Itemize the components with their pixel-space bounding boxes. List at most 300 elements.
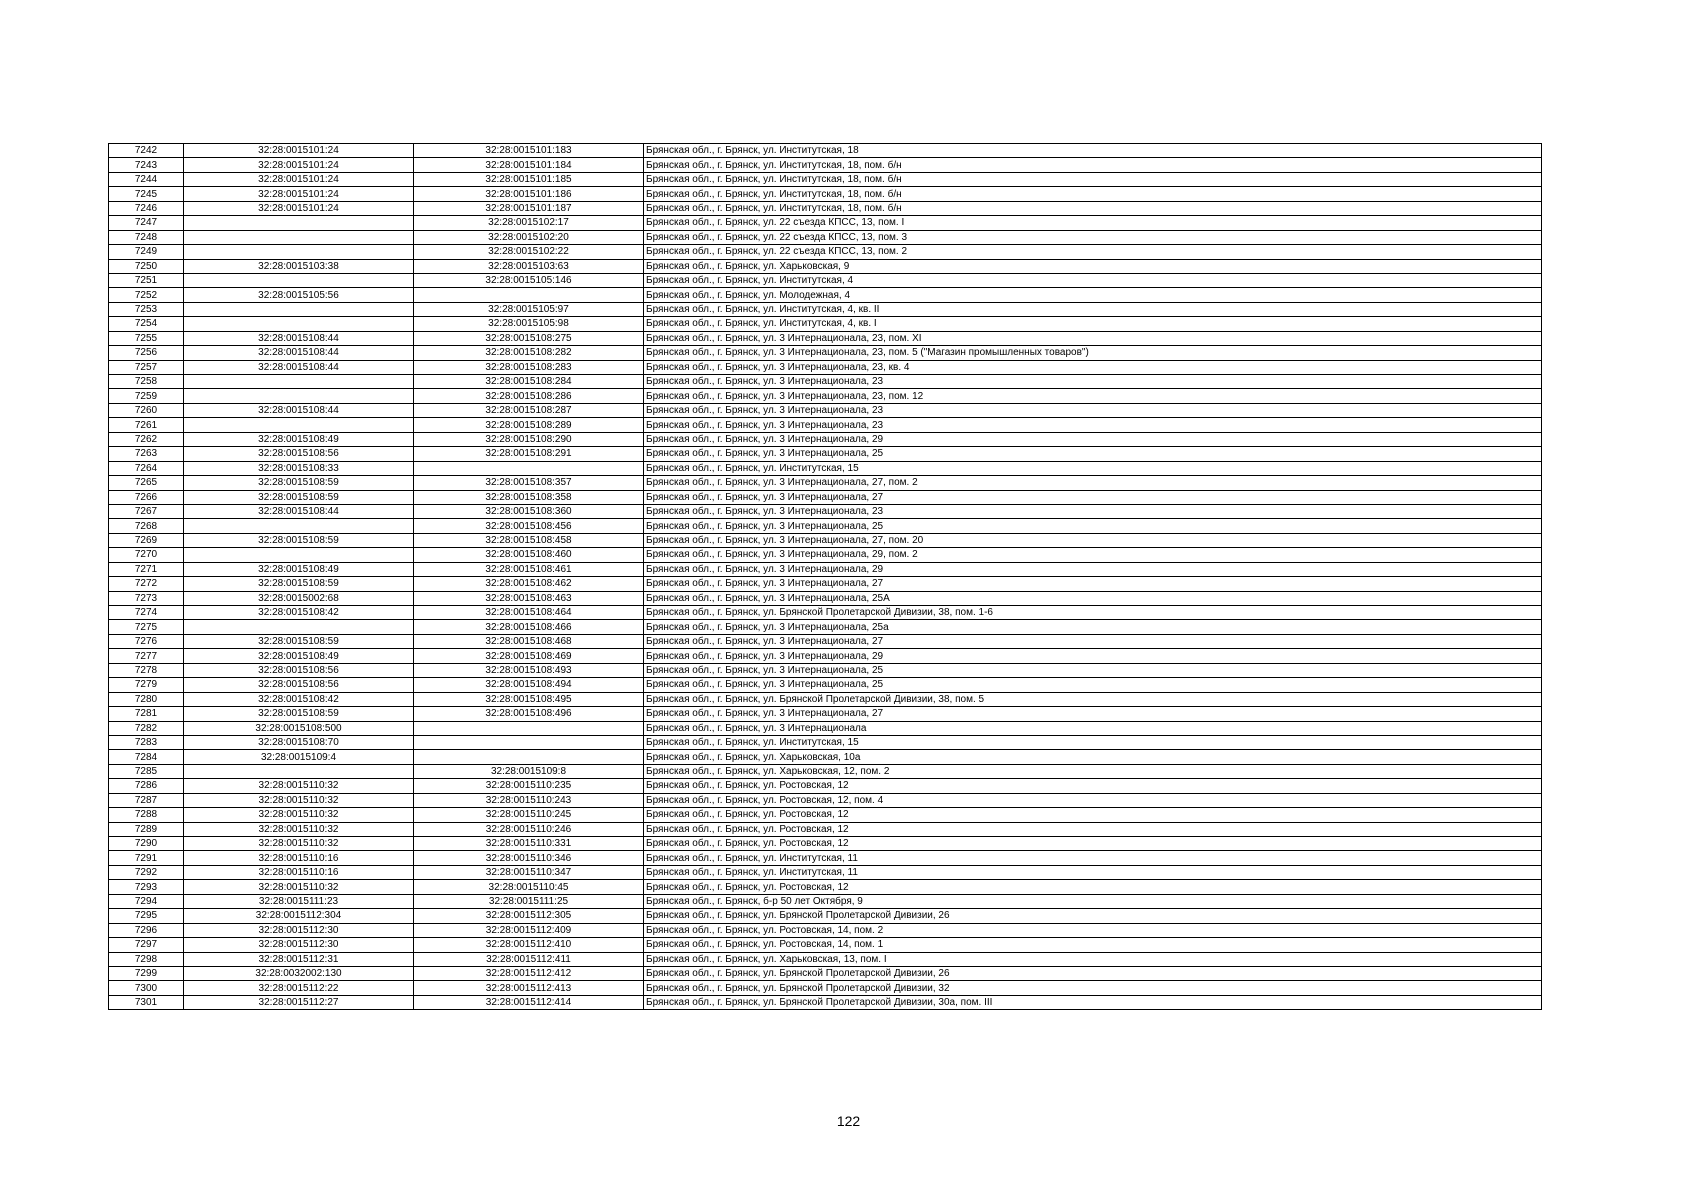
row-number-cell: 7286: [109, 779, 184, 793]
address-cell: Брянская обл., г. Брянск, ул. Институтская, 18: [644, 144, 1542, 158]
table-row: [109, 230, 1542, 244]
cadastral-number-cell: 32:28:0015101:186: [414, 187, 644, 201]
table-row: [109, 302, 1542, 316]
parent-cadastral-number-cell: 32:28:0015108:42: [184, 606, 414, 620]
row-number-cell: 7267: [109, 504, 184, 518]
parent-cadastral-number-cell: 32:28:0015108:59: [184, 577, 414, 591]
address-cell: Брянская обл., г. Брянск, ул. Брянской Пролетарской Дивизии, 32: [644, 981, 1542, 995]
cadastral-number-cell: 32:28:0015110:246: [414, 822, 644, 836]
row-number-cell: 7251: [109, 273, 184, 287]
row-number-cell: 7287: [109, 793, 184, 807]
parent-cadastral-number-cell: 32:28:0015112:304: [184, 909, 414, 923]
row-number-cell: 7274: [109, 606, 184, 620]
table-row: [109, 938, 1542, 952]
parent-cadastral-number-cell: 32:28:0015108:44: [184, 346, 414, 360]
address-cell: Брянская обл., г. Брянск, ул. 3 Интернационала, 23, пом. 5 ("Магазин промышленных товаров"): [644, 346, 1542, 360]
cadastral-number-cell: 32:28:0015112:411: [414, 952, 644, 966]
parent-cadastral-number-cell: 32:28:0015101:24: [184, 158, 414, 172]
row-number-cell: 7276: [109, 634, 184, 648]
parent-cadastral-number-cell: 32:28:0015108:56: [184, 678, 414, 692]
row-number-cell: 7290: [109, 837, 184, 851]
cadastral-number-cell: 32:28:0015109:8: [414, 764, 644, 778]
address-cell: Брянская обл., г. Брянск, ул. Ростовская, 14, пом. 1: [644, 938, 1542, 952]
parent-cadastral-number-cell: [184, 620, 414, 634]
parent-cadastral-number-cell: 32:28:0015112:30: [184, 938, 414, 952]
table-row: [109, 562, 1542, 576]
table-row: [109, 649, 1542, 663]
parent-cadastral-number-cell: 32:28:0015108:59: [184, 490, 414, 504]
row-number-cell: 7281: [109, 707, 184, 721]
table-row: [109, 750, 1542, 764]
row-number-cell: 7277: [109, 649, 184, 663]
parent-cadastral-number-cell: 32:28:0015110:32: [184, 837, 414, 851]
parent-cadastral-number-cell: 32:28:0015110:32: [184, 779, 414, 793]
cadastral-number-cell: [414, 288, 644, 302]
table-row: [109, 909, 1542, 923]
address-cell: Брянская обл., г. Брянск, ул. 3 Интернационала, 29: [644, 562, 1542, 576]
row-number-cell: 7282: [109, 721, 184, 735]
row-number-cell: 7292: [109, 865, 184, 879]
address-cell: Брянская обл., г. Брянск, ул. 3 Интернационала, 27: [644, 707, 1542, 721]
cadastral-number-cell: 32:28:0015108:456: [414, 519, 644, 533]
address-cell: Брянская обл., г. Брянск, ул. Институтская, 4: [644, 273, 1542, 287]
parent-cadastral-number-cell: 32:28:0015112:30: [184, 923, 414, 937]
table-row: [109, 201, 1542, 215]
table-row: [109, 606, 1542, 620]
table-row: [109, 461, 1542, 475]
table-row: [109, 779, 1542, 793]
cadastral-number-cell: 32:28:0015108:469: [414, 649, 644, 663]
cadastral-number-cell: 32:28:0015108:358: [414, 490, 644, 504]
table-row: [109, 591, 1542, 605]
row-number-cell: 7258: [109, 375, 184, 389]
table-row: [109, 288, 1542, 302]
address-cell: Брянская обл., г. Брянск, ул. Институтская, 18, пом. б/н: [644, 201, 1542, 215]
cadastral-number-cell: 32:28:0015108:289: [414, 418, 644, 432]
address-cell: Брянская обл., г. Брянск, ул. Ростовская, 12: [644, 837, 1542, 851]
row-number-cell: 7244: [109, 172, 184, 186]
table-row: [109, 273, 1542, 287]
cadastral-number-cell: 32:28:0015108:284: [414, 375, 644, 389]
table-row: [109, 966, 1542, 980]
parent-cadastral-number-cell: 32:28:0015111:23: [184, 894, 414, 908]
table-row: [109, 172, 1542, 186]
registry-table-body: [109, 144, 1542, 1010]
row-number-cell: 7250: [109, 259, 184, 273]
cadastral-number-cell: 32:28:0015108:460: [414, 548, 644, 562]
row-number-cell: 7270: [109, 548, 184, 562]
table-row: [109, 490, 1542, 504]
address-cell: Брянская обл., г. Брянск, ул. 3 Интернационала, 25: [644, 663, 1542, 677]
cadastral-number-cell: 32:28:0015108:461: [414, 562, 644, 576]
row-number-cell: 7289: [109, 822, 184, 836]
address-cell: Брянская обл., г. Брянск, ул. Институтская, 11: [644, 851, 1542, 865]
cadastral-number-cell: 32:28:0015110:347: [414, 865, 644, 879]
address-cell: Брянская обл., г. Брянск, ул. Харьковская, 13, пом. I: [644, 952, 1542, 966]
parent-cadastral-number-cell: [184, 389, 414, 403]
row-number-cell: 7298: [109, 952, 184, 966]
parent-cadastral-number-cell: 32:28:0015101:24: [184, 172, 414, 186]
row-number-cell: 7272: [109, 577, 184, 591]
parent-cadastral-number-cell: [184, 548, 414, 562]
table-row: [109, 923, 1542, 937]
cadastral-number-cell: [414, 750, 644, 764]
cadastral-number-cell: 32:28:0015108:357: [414, 476, 644, 490]
row-number-cell: 7264: [109, 461, 184, 475]
row-number-cell: 7262: [109, 432, 184, 446]
address-cell: Брянская обл., г. Брянск, ул. 22 съезда КПСС, 13, пом. 2: [644, 245, 1542, 259]
address-cell: Брянская обл., г. Брянск, ул. Институтская, 11: [644, 865, 1542, 879]
cadastral-number-cell: 32:28:0015102:17: [414, 216, 644, 230]
table-row: [109, 476, 1542, 490]
cadastral-number-cell: 32:28:0015101:185: [414, 172, 644, 186]
row-number-cell: 7278: [109, 663, 184, 677]
row-number-cell: 7293: [109, 880, 184, 894]
row-number-cell: 7249: [109, 245, 184, 259]
address-cell: Брянская обл., г. Брянск, ул. 3 Интернационала, 25: [644, 447, 1542, 461]
address-cell: Брянская обл., г. Брянск, ул. Институтская, 18, пом. б/н: [644, 172, 1542, 186]
table-row: [109, 995, 1542, 1009]
cadastral-number-cell: 32:28:0015101:187: [414, 201, 644, 215]
address-cell: Брянская обл., г. Брянск, ул. 3 Интернационала, 25а: [644, 620, 1542, 634]
cadastral-number-cell: 32:28:0015112:410: [414, 938, 644, 952]
row-number-cell: 7291: [109, 851, 184, 865]
parent-cadastral-number-cell: 32:28:0015108:70: [184, 735, 414, 749]
table-row: [109, 259, 1542, 273]
cadastral-number-cell: 32:28:0015112:412: [414, 966, 644, 980]
row-number-cell: 7299: [109, 966, 184, 980]
table-row: [109, 865, 1542, 879]
address-cell: Брянская обл., г. Брянск, ул. 3 Интернационала, 27: [644, 577, 1542, 591]
cadastral-number-cell: 32:28:0015110:243: [414, 793, 644, 807]
address-cell: Брянская обл., г. Брянск, ул. Институтская, 18, пом. б/н: [644, 158, 1542, 172]
address-cell: Брянская обл., г. Брянск, ул. Харьковская, 12, пом. 2: [644, 764, 1542, 778]
cadastral-number-cell: 32:28:0015110:331: [414, 837, 644, 851]
cadastral-number-cell: 32:28:0015105:97: [414, 302, 644, 316]
table-row: [109, 634, 1542, 648]
parent-cadastral-number-cell: 32:28:0015108:59: [184, 533, 414, 547]
table-row: [109, 389, 1542, 403]
parent-cadastral-number-cell: [184, 230, 414, 244]
cadastral-number-cell: 32:28:0015112:414: [414, 995, 644, 1009]
address-cell: Брянская обл., г. Брянск, ул. 3 Интернационала, 27: [644, 490, 1542, 504]
table-row: [109, 375, 1542, 389]
parent-cadastral-number-cell: 32:28:0015101:24: [184, 144, 414, 158]
row-number-cell: 7254: [109, 317, 184, 331]
parent-cadastral-number-cell: 32:28:0015108:49: [184, 432, 414, 446]
cadastral-number-cell: 32:28:0015108:496: [414, 707, 644, 721]
address-cell: Брянская обл., г. Брянск, ул. Ростовская, 12: [644, 779, 1542, 793]
parent-cadastral-number-cell: 32:28:0015105:56: [184, 288, 414, 302]
table-row: [109, 894, 1542, 908]
parent-cadastral-number-cell: 32:28:0015108:59: [184, 634, 414, 648]
parent-cadastral-number-cell: 32:28:0015108:500: [184, 721, 414, 735]
cadastral-number-cell: 32:28:0015110:45: [414, 880, 644, 894]
address-cell: Брянская обл., г. Брянск, ул. 3 Интернационала, 27: [644, 634, 1542, 648]
table-row: [109, 245, 1542, 259]
address-cell: Брянская обл., г. Брянск, ул. 3 Интернационала, 25: [644, 519, 1542, 533]
table-row: [109, 735, 1542, 749]
address-cell: Брянская обл., г. Брянск, ул. Институтская, 15: [644, 461, 1542, 475]
table-row: [109, 721, 1542, 735]
cadastral-number-cell: 32:28:0015108:286: [414, 389, 644, 403]
address-cell: Брянская обл., г. Брянск, ул. Институтская, 4, кв. II: [644, 302, 1542, 316]
table-row: [109, 663, 1542, 677]
row-number-cell: 7246: [109, 201, 184, 215]
row-number-cell: 7245: [109, 187, 184, 201]
address-cell: Брянская обл., г. Брянск, ул. Харьковская, 9: [644, 259, 1542, 273]
cadastral-number-cell: 32:28:0015108:494: [414, 678, 644, 692]
table-row: [109, 158, 1542, 172]
cadastral-number-cell: 32:28:0015108:290: [414, 432, 644, 446]
address-cell: Брянская обл., г. Брянск, ул. 3 Интернационала, 29: [644, 432, 1542, 446]
page-number: 122: [836, 1113, 861, 1129]
parent-cadastral-number-cell: 32:28:0015108:44: [184, 360, 414, 374]
parent-cadastral-number-cell: 32:28:0015103:38: [184, 259, 414, 273]
cadastral-number-cell: 32:28:0015108:283: [414, 360, 644, 374]
parent-cadastral-number-cell: 32:28:0015108:33: [184, 461, 414, 475]
cadastral-number-cell: 32:28:0015110:235: [414, 779, 644, 793]
cadastral-number-cell: 32:28:0015108:282: [414, 346, 644, 360]
cadastral-number-cell: 32:28:0015102:20: [414, 230, 644, 244]
cadastral-number-cell: 32:28:0015105:98: [414, 317, 644, 331]
cadastral-number-cell: 32:28:0015108:493: [414, 663, 644, 677]
cadastral-number-cell: 32:28:0015110:346: [414, 851, 644, 865]
parent-cadastral-number-cell: 32:28:0015108:44: [184, 331, 414, 345]
cadastral-number-cell: 32:28:0015101:183: [414, 144, 644, 158]
parent-cadastral-number-cell: 32:28:0015108:59: [184, 476, 414, 490]
row-number-cell: 7273: [109, 591, 184, 605]
row-number-cell: 7263: [109, 447, 184, 461]
table-row: [109, 346, 1542, 360]
parent-cadastral-number-cell: [184, 317, 414, 331]
parent-cadastral-number-cell: 32:28:0015110:32: [184, 822, 414, 836]
table-row: [109, 548, 1542, 562]
row-number-cell: 7271: [109, 562, 184, 576]
row-number-cell: 7297: [109, 938, 184, 952]
parent-cadastral-number-cell: 32:28:0015108:49: [184, 562, 414, 576]
parent-cadastral-number-cell: 32:28:0015108:44: [184, 403, 414, 417]
cadastral-number-cell: 32:28:0015108:495: [414, 692, 644, 706]
address-cell: Брянская обл., г. Брянск, ул. 3 Интернационала, 27, пом. 20: [644, 533, 1542, 547]
address-cell: Брянская обл., г. Брянск, ул. 3 Интернационала, 23, пом. XI: [644, 331, 1542, 345]
row-number-cell: 7280: [109, 692, 184, 706]
parent-cadastral-number-cell: 32:28:0015101:24: [184, 187, 414, 201]
cadastral-number-cell: 32:28:0015105:146: [414, 273, 644, 287]
cadastral-number-cell: 32:28:0015110:245: [414, 808, 644, 822]
address-cell: Брянская обл., г. Брянск, ул. Молодежная, 4: [644, 288, 1542, 302]
table-row: [109, 504, 1542, 518]
address-cell: Брянская обл., г. Брянск, ул. Институтская, 18, пом. б/н: [644, 187, 1542, 201]
parent-cadastral-number-cell: 32:28:0015002:68: [184, 591, 414, 605]
table-row: [109, 331, 1542, 345]
row-number-cell: 7300: [109, 981, 184, 995]
address-cell: Брянская обл., г. Брянск, ул. Институтская, 15: [644, 735, 1542, 749]
table-row: [109, 678, 1542, 692]
parent-cadastral-number-cell: 32:28:0015108:49: [184, 649, 414, 663]
row-number-cell: 7295: [109, 909, 184, 923]
address-cell: Брянская обл., г. Брянск, б-р 50 лет Октября, 9: [644, 894, 1542, 908]
cadastral-number-cell: 32:28:0015108:291: [414, 447, 644, 461]
cadastral-number-cell: [414, 721, 644, 735]
parent-cadastral-number-cell: 32:28:0015108:44: [184, 504, 414, 518]
address-cell: Брянская обл., г. Брянск, ул. Ростовская, 12: [644, 822, 1542, 836]
parent-cadastral-number-cell: 32:28:0015112:22: [184, 981, 414, 995]
cadastral-number-cell: 32:28:0015112:409: [414, 923, 644, 937]
address-cell: Брянская обл., г. Брянск, ул. Брянской Пролетарской Дивизии, 38, пом. 1-6: [644, 606, 1542, 620]
row-number-cell: 7247: [109, 216, 184, 230]
cadastral-number-cell: 32:28:0015108:287: [414, 403, 644, 417]
row-number-cell: 7275: [109, 620, 184, 634]
table-row: [109, 403, 1542, 417]
cadastral-number-cell: [414, 735, 644, 749]
registry-table: [108, 143, 1542, 1010]
row-number-cell: 7265: [109, 476, 184, 490]
parent-cadastral-number-cell: [184, 216, 414, 230]
row-number-cell: 7301: [109, 995, 184, 1009]
parent-cadastral-number-cell: [184, 418, 414, 432]
table-row: [109, 187, 1542, 201]
table-row: [109, 418, 1542, 432]
row-number-cell: 7261: [109, 418, 184, 432]
address-cell: Брянская обл., г. Брянск, ул. Харьковская, 10а: [644, 750, 1542, 764]
table-row: [109, 808, 1542, 822]
row-number-cell: 7248: [109, 230, 184, 244]
row-number-cell: 7256: [109, 346, 184, 360]
address-cell: Брянская обл., г. Брянск, ул. Институтская, 4, кв. I: [644, 317, 1542, 331]
cadastral-number-cell: 32:28:0015108:458: [414, 533, 644, 547]
row-number-cell: 7255: [109, 331, 184, 345]
table-row: [109, 837, 1542, 851]
parent-cadastral-number-cell: 32:28:0015110:16: [184, 865, 414, 879]
table-row: [109, 707, 1542, 721]
cadastral-number-cell: 32:28:0015108:462: [414, 577, 644, 591]
row-number-cell: 7283: [109, 735, 184, 749]
address-cell: Брянская обл., г. Брянск, ул. 3 Интернационала, 23, пом. 12: [644, 389, 1542, 403]
table-row: [109, 519, 1542, 533]
table-row: [109, 880, 1542, 894]
parent-cadastral-number-cell: 32:28:0032002:130: [184, 966, 414, 980]
cadastral-number-cell: 32:28:0015108:468: [414, 634, 644, 648]
parent-cadastral-number-cell: 32:28:0015112:31: [184, 952, 414, 966]
table-row: [109, 981, 1542, 995]
table-row: [109, 360, 1542, 374]
parent-cadastral-number-cell: 32:28:0015110:16: [184, 851, 414, 865]
table-row: [109, 533, 1542, 547]
address-cell: Брянская обл., г. Брянск, ул. 3 Интернационала, 29, пом. 2: [644, 548, 1542, 562]
address-cell: Брянская обл., г. Брянск, ул. Брянской Пролетарской Дивизии, 30а, пом. III: [644, 995, 1542, 1009]
cadastral-number-cell: [414, 461, 644, 475]
cadastral-number-cell: 32:28:0015108:275: [414, 331, 644, 345]
table-row: [109, 577, 1542, 591]
address-cell: Брянская обл., г. Брянск, ул. Брянской Пролетарской Дивизии, 38, пом. 5: [644, 692, 1542, 706]
parent-cadastral-number-cell: 32:28:0015108:42: [184, 692, 414, 706]
row-number-cell: 7266: [109, 490, 184, 504]
address-cell: Брянская обл., г. Брянск, ул. 22 съезда КПСС, 13, пом. 3: [644, 230, 1542, 244]
cadastral-number-cell: 32:28:0015108:464: [414, 606, 644, 620]
address-cell: Брянская обл., г. Брянск, ул. 3 Интернационала, 27, пом. 2: [644, 476, 1542, 490]
parent-cadastral-number-cell: [184, 375, 414, 389]
table-row: [109, 822, 1542, 836]
table-row: [109, 793, 1542, 807]
table-row: [109, 432, 1542, 446]
cadastral-number-cell: 32:28:0015112:305: [414, 909, 644, 923]
address-cell: Брянская обл., г. Брянск, ул. Ростовская, 12: [644, 808, 1542, 822]
parent-cadastral-number-cell: [184, 245, 414, 259]
parent-cadastral-number-cell: 32:28:0015108:59: [184, 707, 414, 721]
cadastral-number-cell: 32:28:0015102:22: [414, 245, 644, 259]
address-cell: Брянская обл., г. Брянск, ул. 3 Интернационала, 23, кв. 4: [644, 360, 1542, 374]
cadastral-number-cell: 32:28:0015108:360: [414, 504, 644, 518]
row-number-cell: 7260: [109, 403, 184, 417]
row-number-cell: 7253: [109, 302, 184, 316]
cadastral-number-cell: 32:28:0015112:413: [414, 981, 644, 995]
cadastral-number-cell: 32:28:0015108:466: [414, 620, 644, 634]
row-number-cell: 7259: [109, 389, 184, 403]
cadastral-number-cell: 32:28:0015101:184: [414, 158, 644, 172]
table-row: [109, 620, 1542, 634]
row-number-cell: 7284: [109, 750, 184, 764]
address-cell: Брянская обл., г. Брянск, ул. 3 Интернационала, 23: [644, 504, 1542, 518]
parent-cadastral-number-cell: 32:28:0015108:56: [184, 663, 414, 677]
address-cell: Брянская обл., г. Брянск, ул. Ростовская, 14, пом. 2: [644, 923, 1542, 937]
parent-cadastral-number-cell: 32:28:0015112:27: [184, 995, 414, 1009]
table-row: [109, 764, 1542, 778]
address-cell: Брянская обл., г. Брянск, ул. Брянской Пролетарской Дивизии, 26: [644, 909, 1542, 923]
parent-cadastral-number-cell: 32:28:0015109:4: [184, 750, 414, 764]
address-cell: Брянская обл., г. Брянск, ул. Брянской Пролетарской Дивизии, 26: [644, 966, 1542, 980]
parent-cadastral-number-cell: [184, 519, 414, 533]
cadastral-number-cell: 32:28:0015103:63: [414, 259, 644, 273]
parent-cadastral-number-cell: 32:28:0015101:24: [184, 201, 414, 215]
address-cell: Брянская обл., г. Брянск, ул. 3 Интернационала, 29: [644, 649, 1542, 663]
table-row: [109, 851, 1542, 865]
parent-cadastral-number-cell: 32:28:0015110:32: [184, 880, 414, 894]
row-number-cell: 7243: [109, 158, 184, 172]
table-row: [109, 447, 1542, 461]
row-number-cell: 7242: [109, 144, 184, 158]
row-number-cell: 7257: [109, 360, 184, 374]
address-cell: Брянская обл., г. Брянск, ул. 3 Интернационала, 25А: [644, 591, 1542, 605]
parent-cadastral-number-cell: [184, 273, 414, 287]
address-cell: Брянская обл., г. Брянск, ул. 3 Интернационала, 23: [644, 418, 1542, 432]
table-row: [109, 317, 1542, 331]
row-number-cell: 7294: [109, 894, 184, 908]
cadastral-number-cell: 32:28:0015111:25: [414, 894, 644, 908]
table-row: [109, 692, 1542, 706]
address-cell: Брянская обл., г. Брянск, ул. 3 Интернационала, 23: [644, 403, 1542, 417]
parent-cadastral-number-cell: 32:28:0015110:32: [184, 793, 414, 807]
row-number-cell: 7288: [109, 808, 184, 822]
table-row: [109, 952, 1542, 966]
table-row: [109, 216, 1542, 230]
row-number-cell: 7268: [109, 519, 184, 533]
parent-cadastral-number-cell: 32:28:0015110:32: [184, 808, 414, 822]
parent-cadastral-number-cell: [184, 764, 414, 778]
row-number-cell: 7252: [109, 288, 184, 302]
address-cell: Брянская обл., г. Брянск, ул. Ростовская, 12, пом. 4: [644, 793, 1542, 807]
address-cell: Брянская обл., г. Брянск, ул. Ростовская, 12: [644, 880, 1542, 894]
table-row: [109, 144, 1542, 158]
row-number-cell: 7269: [109, 533, 184, 547]
address-cell: Брянская обл., г. Брянск, ул. 3 Интернационала, 23: [644, 375, 1542, 389]
address-cell: Брянская обл., г. Брянск, ул. 3 Интернационала, 25: [644, 678, 1542, 692]
address-cell: Брянская обл., г. Брянск, ул. 22 съезда КПСС, 13, пом. I: [644, 216, 1542, 230]
row-number-cell: 7296: [109, 923, 184, 937]
cadastral-number-cell: 32:28:0015108:463: [414, 591, 644, 605]
parent-cadastral-number-cell: [184, 302, 414, 316]
row-number-cell: 7279: [109, 678, 184, 692]
